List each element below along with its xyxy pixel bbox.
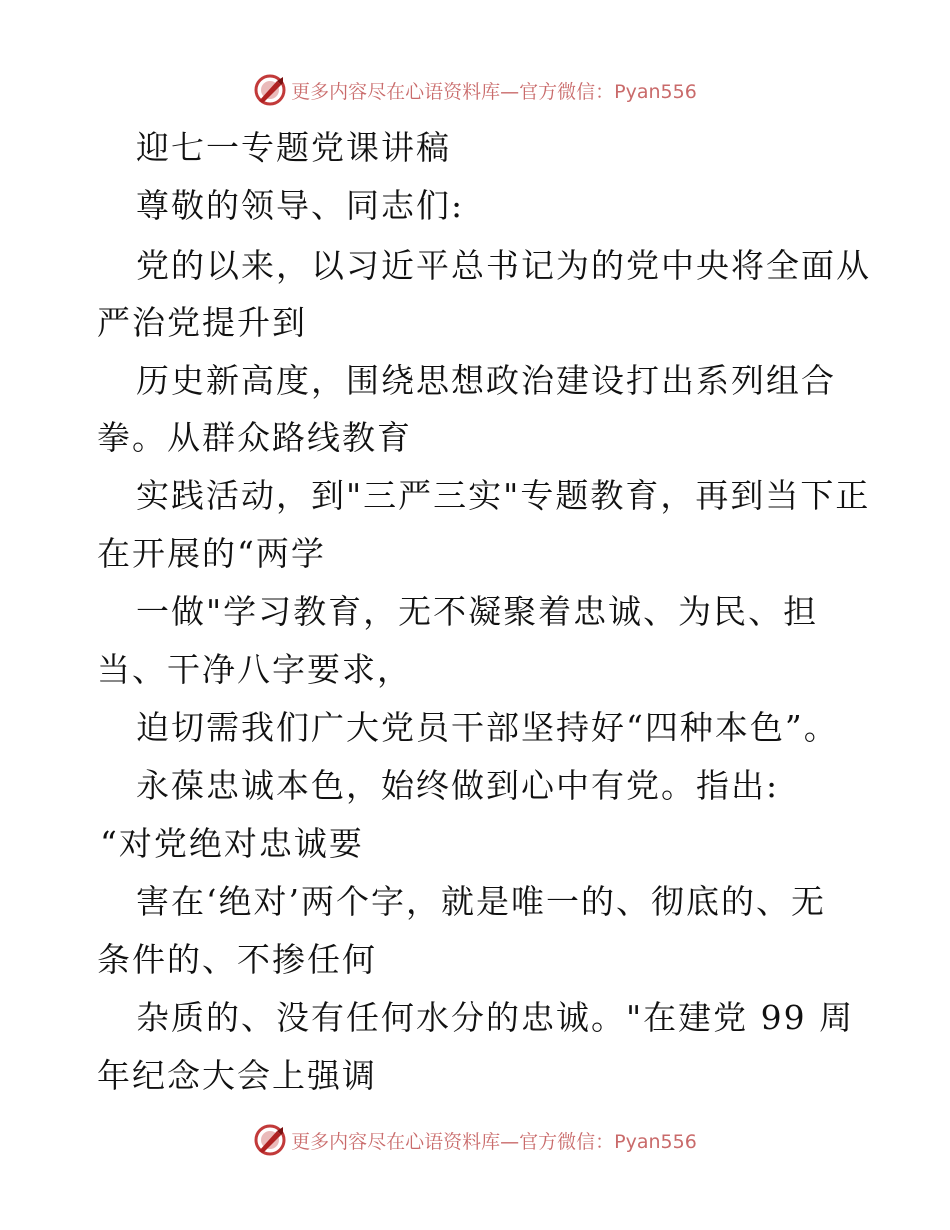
- paragraph-line: 党的以来，以习近平总书记为的党中央将全面从: [136, 246, 871, 285]
- footer-watermark-banner: [0, 1120, 950, 1160]
- paragraph-line: 当、干净八字要求，: [97, 650, 412, 689]
- paragraph-line: 永葆忠诚本色，始终做到心中有党。指出:: [136, 766, 780, 805]
- salutation: 尊敬的领导、同志们:: [136, 186, 465, 225]
- banner-text: 更多内容尽在心语资料库—官方微信：Pyan556: [291, 80, 697, 103]
- document-title: 迎七一专题党课讲稿: [136, 128, 451, 167]
- paragraph-line: 历史新高度，围绕思想政治建设打出系列组合: [136, 361, 836, 400]
- paragraph-line: 在开展的“两学: [97, 534, 326, 573]
- paragraph-line: 害在‘绝对’两个字，就是唯一的、彻底的、无: [136, 882, 826, 921]
- paragraph-line: “对党绝对忠诚要: [100, 824, 364, 863]
- paragraph-line: 年纪念大会上强调: [97, 1056, 377, 1095]
- paragraph-line: 实践活动，到"三严三实"专题教育，再到当下正: [136, 476, 871, 515]
- paragraph-line: 迫切需我们广大党员干部坚持好“四种本色”。: [136, 708, 839, 747]
- pen-nib-seal-icon: [253, 73, 287, 107]
- pen-nib-seal-icon: [253, 1123, 287, 1157]
- header-watermark-banner: [0, 70, 950, 110]
- paragraph-line: 杂质的、没有任何水分的忠诚。"在建党 99 周: [136, 998, 855, 1037]
- paragraph-line: 条件的、不掺任何: [97, 940, 377, 979]
- paragraph-line: 一做"学习教育，无不凝聚着忠诚、为民、担: [136, 592, 819, 631]
- paragraph-line: 严治党提升到: [97, 303, 307, 342]
- paragraph-line: 拳。从群众路线教育: [97, 418, 412, 457]
- banner-text: 更多内容尽在心语资料库—官方微信：Pyan556: [291, 1130, 697, 1153]
